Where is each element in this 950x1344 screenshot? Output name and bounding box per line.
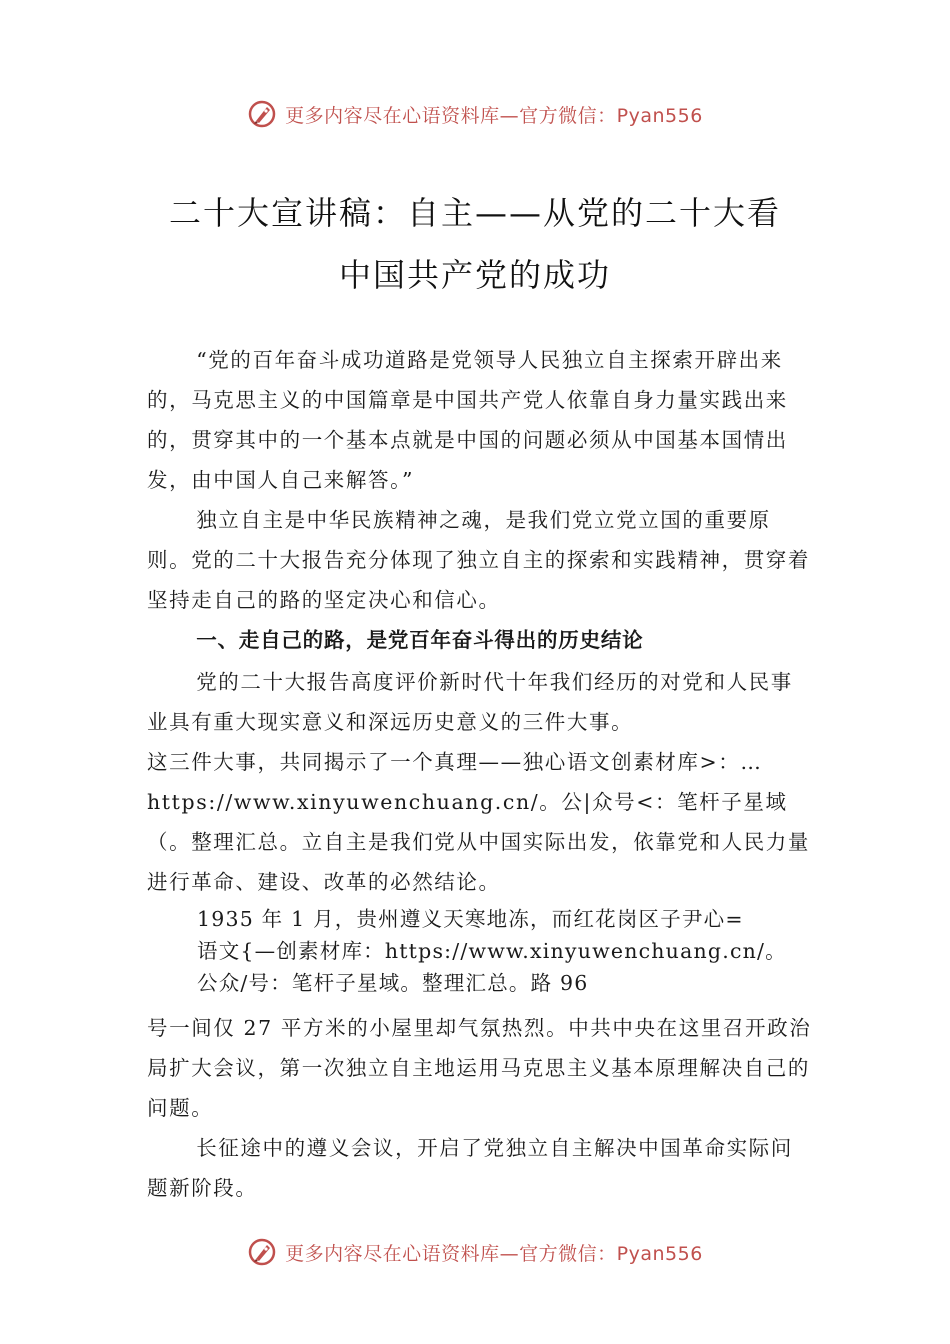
inserted-line: 公众/号：笔杆子星域。整理汇总。路 96	[197, 971, 589, 995]
intro-paragraph: 独立自主是中华民族精神之魂，是我们党立党立国的重要原则。党的二十大报告充分体现了独立自主的探索和实践精神，贯穿着坚持走自己的路的坚定决心和信心。	[147, 508, 810, 612]
document-body	[147, 340, 812, 902]
section-heading: 一、走自己的路，是党百年奋斗得出的历史结论	[196, 628, 644, 652]
inserted-line: 1935 年 1 月，贵州遵义天寒地冻，而红花岗区子尹心=	[197, 907, 744, 931]
document-title-line-2: 中国共产党的成功	[338, 256, 611, 294]
inserted-line: 语文{—创素材库：https://www.xinyuwenchuang.cn/。	[197, 939, 787, 963]
footer-watermark	[0, 1232, 950, 1272]
continuation-paragraph: 号一间仅 27 平方米的小屋里却气氛热烈。中共中央在这里召开政治局扩大会议，第一次独立自主地运用马克思主义基本原理解决自己的问题。	[147, 1016, 812, 1120]
document-title-line-1: 二十大宣讲稿：自主——从党的二十大看	[168, 194, 781, 232]
last-paragraph: 长征途中的遵义会议，开启了党独立自主解决中国革命实际问题新阶段。	[147, 1136, 793, 1200]
watermark-text: 更多内容尽在心语资料库—官方微信：Pyan556	[285, 104, 703, 127]
section-paragraph-2: 这三件大事，共同揭示了一个真理——独心语文创素材库>：…https://www.xinyuwenchuang.cn/。公|众号<：笔杆子星域（。整理汇总。立自主是我们党从中国实际出发，依靠党和人民力量进行革命、建设、改革的必然结论。	[147, 750, 810, 894]
document-body-continued	[147, 1008, 812, 1208]
section-paragraph-1: 党的二十大报告高度评价新时代十年我们经历的对党和人民事业具有重大现实意义和深远历史意义的三件大事。	[147, 670, 793, 734]
watermark-text: 更多内容尽在心语资料库—官方微信：Pyan556	[285, 1242, 703, 1265]
header-watermark	[0, 94, 950, 134]
inserted-text-block	[197, 903, 837, 999]
pen-nib-logo-icon	[247, 1237, 277, 1267]
pen-nib-logo-icon	[247, 99, 277, 129]
quote-paragraph: “党的百年奋斗成功道路是党领导人民独立自主探索开辟出来的，马克思主义的中国篇章是中国共产党人依靠自身力量实践出来的，贯穿其中的一个基本点就是中国的问题必须从中国基本国情出发，由中国人自己来解答。”	[147, 348, 788, 492]
